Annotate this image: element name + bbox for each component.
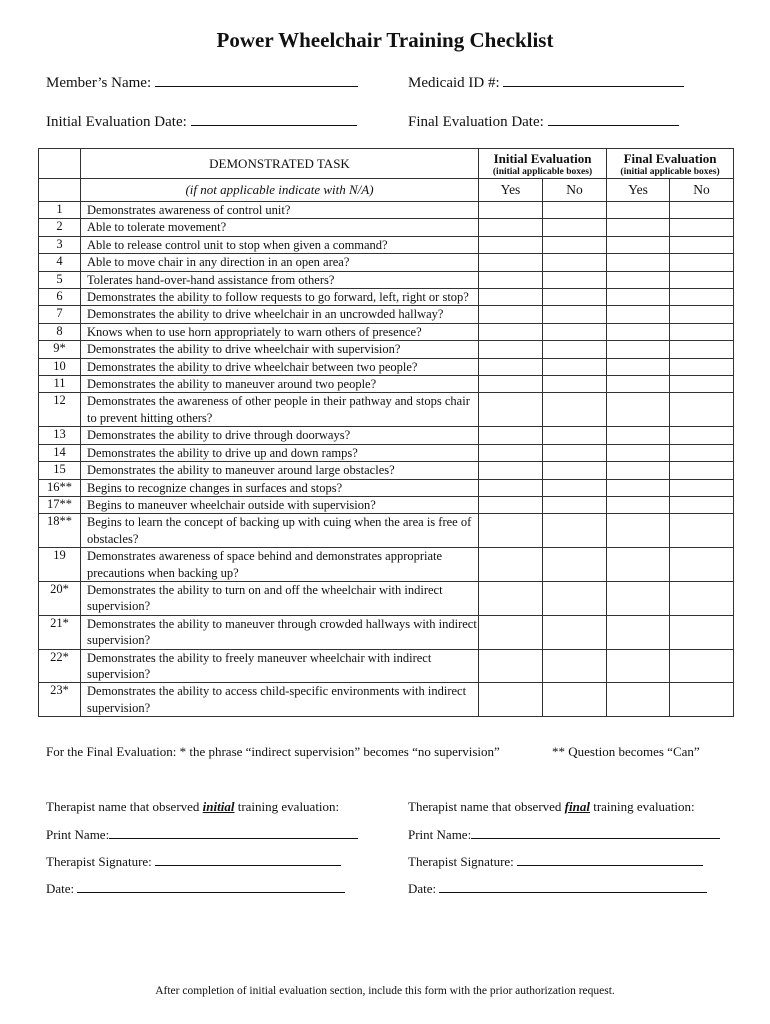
- initial-no-box[interactable]: [543, 376, 607, 393]
- form-title: Power Wheelchair Training Checklist: [216, 28, 554, 52]
- initial-signature-input[interactable]: [155, 853, 341, 866]
- initial-yes-box[interactable]: [479, 376, 543, 393]
- task-number: 5: [39, 271, 81, 288]
- initial-evaluation-note: (initial applicable boxes): [492, 167, 593, 177]
- final-yes-box[interactable]: [607, 393, 670, 427]
- medicaid-id-label: Medicaid ID #:: [408, 75, 500, 91]
- final-evaluation-note: (initial applicable boxes): [620, 167, 720, 177]
- initial-date-field: [46, 880, 345, 897]
- final-yes-box[interactable]: [607, 581, 670, 615]
- initial-yes-box[interactable]: [479, 581, 543, 615]
- initial-yes-box[interactable]: [479, 496, 543, 513]
- initial-no-header: No: [543, 179, 607, 202]
- table-row: [39, 323, 734, 340]
- task-description: Demonstrates the ability to turn on and off the wheelchair with indirect supervision?: [81, 581, 479, 615]
- initial-no-box[interactable]: [543, 462, 607, 479]
- final-no-box[interactable]: [670, 306, 734, 323]
- initial-yes-box[interactable]: [479, 358, 543, 375]
- final-yes-box[interactable]: [607, 496, 670, 513]
- final-no-box[interactable]: [670, 202, 734, 219]
- initial-no-box[interactable]: [543, 271, 607, 288]
- initial-no-box[interactable]: [543, 548, 607, 582]
- final-no-header: No: [670, 179, 734, 202]
- table-row: [39, 289, 734, 306]
- table-row: [39, 306, 734, 323]
- task-number: 15: [39, 462, 81, 479]
- final-no-box[interactable]: [670, 271, 734, 288]
- initial-yes-box[interactable]: [479, 306, 543, 323]
- final-yes-box[interactable]: [607, 254, 670, 271]
- initial-therapist-label-post: training evaluation:: [234, 799, 340, 814]
- table-row: [39, 548, 734, 582]
- initial-yes-box[interactable]: [479, 393, 543, 427]
- final-no-box[interactable]: [670, 254, 734, 271]
- initial-date-input[interactable]: [77, 880, 345, 893]
- final-yes-box[interactable]: [607, 236, 670, 253]
- initial-therapist-label-pre: Therapist name that observed: [46, 799, 203, 814]
- initial-no-box[interactable]: [543, 358, 607, 375]
- initial-no-box[interactable]: [543, 254, 607, 271]
- initial-no-box[interactable]: [543, 323, 607, 340]
- final-no-box[interactable]: [670, 323, 734, 340]
- final-no-box[interactable]: [670, 649, 734, 683]
- final-no-box[interactable]: [670, 683, 734, 717]
- task-number: 21*: [39, 615, 81, 649]
- final-yes-box[interactable]: [607, 306, 670, 323]
- initial-eval-date-field: [46, 111, 357, 131]
- final-signature-label: Therapist Signature:: [408, 854, 514, 869]
- initial-date-label: Date:: [46, 881, 75, 896]
- task-description: Demonstrates the ability to maneuver around large obstacles?: [81, 462, 479, 479]
- member-name-input[interactable]: [155, 72, 358, 87]
- task-number: 2: [39, 219, 81, 236]
- initial-no-box[interactable]: [543, 427, 607, 444]
- final-print-name-field: [408, 826, 720, 843]
- task-description: Knows when to use horn appropriately to warn others of presence?: [81, 323, 479, 340]
- task-number: 19: [39, 548, 81, 582]
- initial-no-box[interactable]: [543, 683, 607, 717]
- initial-yes-box[interactable]: [479, 462, 543, 479]
- final-yes-box[interactable]: [607, 514, 670, 548]
- task-number: 23*: [39, 683, 81, 717]
- final-no-box[interactable]: [670, 615, 734, 649]
- final-yes-box[interactable]: [607, 444, 670, 461]
- final-yes-box[interactable]: [607, 479, 670, 496]
- initial-no-box[interactable]: [543, 306, 607, 323]
- initial-no-box[interactable]: [543, 219, 607, 236]
- final-eval-date-label: Final Evaluation Date:: [408, 114, 544, 130]
- table-row: [39, 376, 734, 393]
- table-row: [39, 683, 734, 717]
- final-yes-box[interactable]: [607, 683, 670, 717]
- final-yes-box[interactable]: [607, 219, 670, 236]
- task-description: Demonstrates the awareness of other people in their pathway and stops chair to prevent hitting others?: [81, 393, 479, 427]
- final-no-box[interactable]: [670, 444, 734, 461]
- task-description: Demonstrates the ability to drive wheelchair in an uncrowded hallway?: [81, 306, 479, 323]
- table-row: [39, 514, 734, 548]
- initial-evaluation-title: Initial Evaluation: [493, 151, 592, 166]
- task-description: Demonstrates the ability to follow requests to go forward, left, right or stop?: [81, 289, 479, 306]
- table-row: [39, 462, 734, 479]
- final-no-box[interactable]: [670, 236, 734, 253]
- training-checklist-table: [38, 148, 734, 717]
- table-row: [39, 393, 734, 427]
- task-description: Demonstrates the ability to drive through doorways?: [81, 427, 479, 444]
- initial-therapist-heading: [46, 799, 339, 815]
- table-row: [39, 649, 734, 683]
- final-date-input[interactable]: [439, 880, 707, 893]
- task-description: Able to tolerate movement?: [81, 219, 479, 236]
- initial-print-name-label: Print Name:: [46, 827, 110, 842]
- final-no-box[interactable]: [670, 289, 734, 306]
- task-number: 6: [39, 289, 81, 306]
- final-no-box[interactable]: [670, 219, 734, 236]
- final-no-box[interactable]: [670, 514, 734, 548]
- final-no-box[interactable]: [670, 462, 734, 479]
- task-number: 20*: [39, 581, 81, 615]
- task-number: 12: [39, 393, 81, 427]
- task-number: 14: [39, 444, 81, 461]
- initial-yes-box[interactable]: [479, 202, 543, 219]
- initial-yes-box[interactable]: [479, 289, 543, 306]
- initial-yes-box[interactable]: [479, 271, 543, 288]
- final-therapist-label-post: training evaluation:: [589, 799, 695, 814]
- final-print-name-input[interactable]: [471, 826, 720, 839]
- task-description: Demonstrates the ability to drive wheelchair between two people?: [81, 358, 479, 375]
- header-number-cell: [39, 149, 81, 179]
- initial-yes-box[interactable]: [479, 479, 543, 496]
- initial-no-box[interactable]: [543, 393, 607, 427]
- task-number: 9*: [39, 341, 81, 358]
- initial-yes-box[interactable]: [479, 236, 543, 253]
- header-na-instruction: (if not applicable indicate with N/A): [81, 179, 479, 202]
- final-yes-box[interactable]: [607, 615, 670, 649]
- task-number: 7: [39, 306, 81, 323]
- final-no-box[interactable]: [670, 341, 734, 358]
- final-no-box[interactable]: [670, 496, 734, 513]
- task-description: Demonstrates the ability to maneuver through crowded hallways with indirect supervision?: [81, 615, 479, 649]
- initial-no-box[interactable]: [543, 649, 607, 683]
- initial-yes-box[interactable]: [479, 615, 543, 649]
- task-description: Demonstrates awareness of space behind and demonstrates appropriate precautions when backing up?: [81, 548, 479, 582]
- task-number: 1: [39, 202, 81, 219]
- task-number: 3: [39, 236, 81, 253]
- task-number: 22*: [39, 649, 81, 683]
- table-row: [39, 444, 734, 461]
- final-emphasis: final: [564, 799, 590, 814]
- final-yes-box[interactable]: [607, 323, 670, 340]
- table-row: [39, 271, 734, 288]
- table-row: [39, 427, 734, 444]
- table-row: [39, 615, 734, 649]
- final-yes-box[interactable]: [607, 289, 670, 306]
- final-no-box[interactable]: [670, 479, 734, 496]
- final-yes-box[interactable]: [607, 548, 670, 582]
- task-number: 13: [39, 427, 81, 444]
- task-number: 16**: [39, 479, 81, 496]
- initial-print-name-input[interactable]: [109, 826, 358, 839]
- final-date-field: [408, 880, 707, 897]
- header-final-evaluation: [607, 149, 734, 179]
- table-row: [39, 236, 734, 253]
- initial-no-box[interactable]: [543, 236, 607, 253]
- task-description: Tolerates hand-over-hand assistance from others?: [81, 271, 479, 288]
- final-yes-box[interactable]: [607, 271, 670, 288]
- initial-signature-label: Therapist Signature:: [46, 854, 152, 869]
- initial-no-box[interactable]: [543, 514, 607, 548]
- initial-print-name-field: [46, 826, 358, 843]
- initial-yes-box[interactable]: [479, 649, 543, 683]
- initial-yes-box[interactable]: [479, 341, 543, 358]
- task-description: Able to move chair in any direction in an open area?: [81, 254, 479, 271]
- final-yes-box[interactable]: [607, 341, 670, 358]
- initial-emphasis: initial: [202, 799, 235, 814]
- initial-no-box[interactable]: [543, 444, 607, 461]
- table-row: [39, 581, 734, 615]
- final-no-box[interactable]: [670, 427, 734, 444]
- table-row: [39, 358, 734, 375]
- final-therapist-signature-field: [408, 853, 703, 870]
- question-note: ** Question becomes “Can”: [552, 744, 700, 759]
- final-no-box[interactable]: [670, 358, 734, 375]
- table-row: [39, 496, 734, 513]
- final-signature-input[interactable]: [517, 853, 703, 866]
- table-row: [39, 202, 734, 219]
- member-name-field: [46, 72, 358, 92]
- table-row: [39, 479, 734, 496]
- task-number: 18**: [39, 514, 81, 548]
- task-description: Demonstrates the ability to access child-specific environments with indirect supervision?: [81, 683, 479, 717]
- task-description: Begins to maneuver wheelchair outside with supervision?: [81, 496, 479, 513]
- final-yes-box[interactable]: [607, 462, 670, 479]
- final-print-name-label: Print Name:: [408, 827, 472, 842]
- subheader-number-cell: [39, 179, 81, 202]
- task-description: Demonstrates the ability to drive wheelchair with supervision?: [81, 341, 479, 358]
- task-description: Able to release control unit to stop when given a command?: [81, 236, 479, 253]
- final-yes-header: Yes: [607, 179, 670, 202]
- medicaid-id-input[interactable]: [503, 72, 684, 87]
- final-eval-note: For the Final Evaluation: * the phrase “indirect supervision” becomes “no supervision”: [46, 744, 500, 759]
- task-number: 8: [39, 323, 81, 340]
- initial-yes-box[interactable]: [479, 323, 543, 340]
- table-row: [39, 219, 734, 236]
- final-yes-box[interactable]: [607, 427, 670, 444]
- final-yes-box[interactable]: [607, 202, 670, 219]
- initial-yes-box[interactable]: [479, 427, 543, 444]
- initial-no-box[interactable]: [543, 341, 607, 358]
- task-description: Begins to learn the concept of backing up with cuing when the area is free of obstacles?: [81, 514, 479, 548]
- medicaid-id-field: [408, 72, 684, 92]
- task-rows: [39, 202, 734, 717]
- initial-yes-box[interactable]: [479, 548, 543, 582]
- initial-no-box[interactable]: [543, 202, 607, 219]
- initial-therapist-signature-field: [46, 853, 341, 870]
- final-no-box[interactable]: [670, 581, 734, 615]
- task-description: Demonstrates the ability to drive up and down ramps?: [81, 444, 479, 461]
- initial-yes-header: Yes: [479, 179, 543, 202]
- final-no-box[interactable]: [670, 376, 734, 393]
- initial-no-box[interactable]: [543, 496, 607, 513]
- initial-eval-date-label: Initial Evaluation Date:: [46, 114, 187, 130]
- final-eval-date-input[interactable]: [548, 111, 679, 126]
- initial-no-box[interactable]: [543, 581, 607, 615]
- member-name-label: Member’s Name:: [46, 75, 152, 91]
- final-yes-box[interactable]: [607, 376, 670, 393]
- task-description: Demonstrates the ability to freely maneuver wheelchair with indirect supervision?: [81, 649, 479, 683]
- final-yes-box[interactable]: [607, 649, 670, 683]
- task-number: 17**: [39, 496, 81, 513]
- initial-no-box[interactable]: [543, 289, 607, 306]
- initial-yes-box[interactable]: [479, 683, 543, 717]
- final-no-box[interactable]: [670, 393, 734, 427]
- header-demonstrated-task: DEMONSTRATED TASK: [81, 149, 479, 179]
- table-row: [39, 341, 734, 358]
- final-evaluation-title: Final Evaluation: [623, 151, 717, 166]
- initial-eval-date-input[interactable]: [191, 111, 357, 126]
- initial-yes-box[interactable]: [479, 444, 543, 461]
- task-description: Demonstrates the ability to maneuver around two people?: [81, 376, 479, 393]
- initial-yes-box[interactable]: [479, 254, 543, 271]
- task-number: 4: [39, 254, 81, 271]
- final-yes-box[interactable]: [607, 358, 670, 375]
- header-initial-evaluation: [479, 149, 607, 179]
- final-no-box[interactable]: [670, 548, 734, 582]
- table-row: [39, 254, 734, 271]
- task-number: 10: [39, 358, 81, 375]
- footer-instruction: After completion of initial evaluation section, include this form with the prior authorization request.: [155, 985, 615, 997]
- final-date-label: Date:: [408, 881, 437, 896]
- initial-yes-box[interactable]: [479, 514, 543, 548]
- initial-no-box[interactable]: [543, 615, 607, 649]
- task-description: Demonstrates awareness of control unit?: [81, 202, 479, 219]
- final-therapist-heading: [408, 799, 695, 815]
- initial-no-box[interactable]: [543, 479, 607, 496]
- initial-yes-box[interactable]: [479, 219, 543, 236]
- final-eval-date-field: [408, 111, 679, 131]
- task-description: Begins to recognize changes in surfaces and stops?: [81, 479, 479, 496]
- task-number: 11: [39, 376, 81, 393]
- final-therapist-label-pre: Therapist name that observed: [408, 799, 565, 814]
